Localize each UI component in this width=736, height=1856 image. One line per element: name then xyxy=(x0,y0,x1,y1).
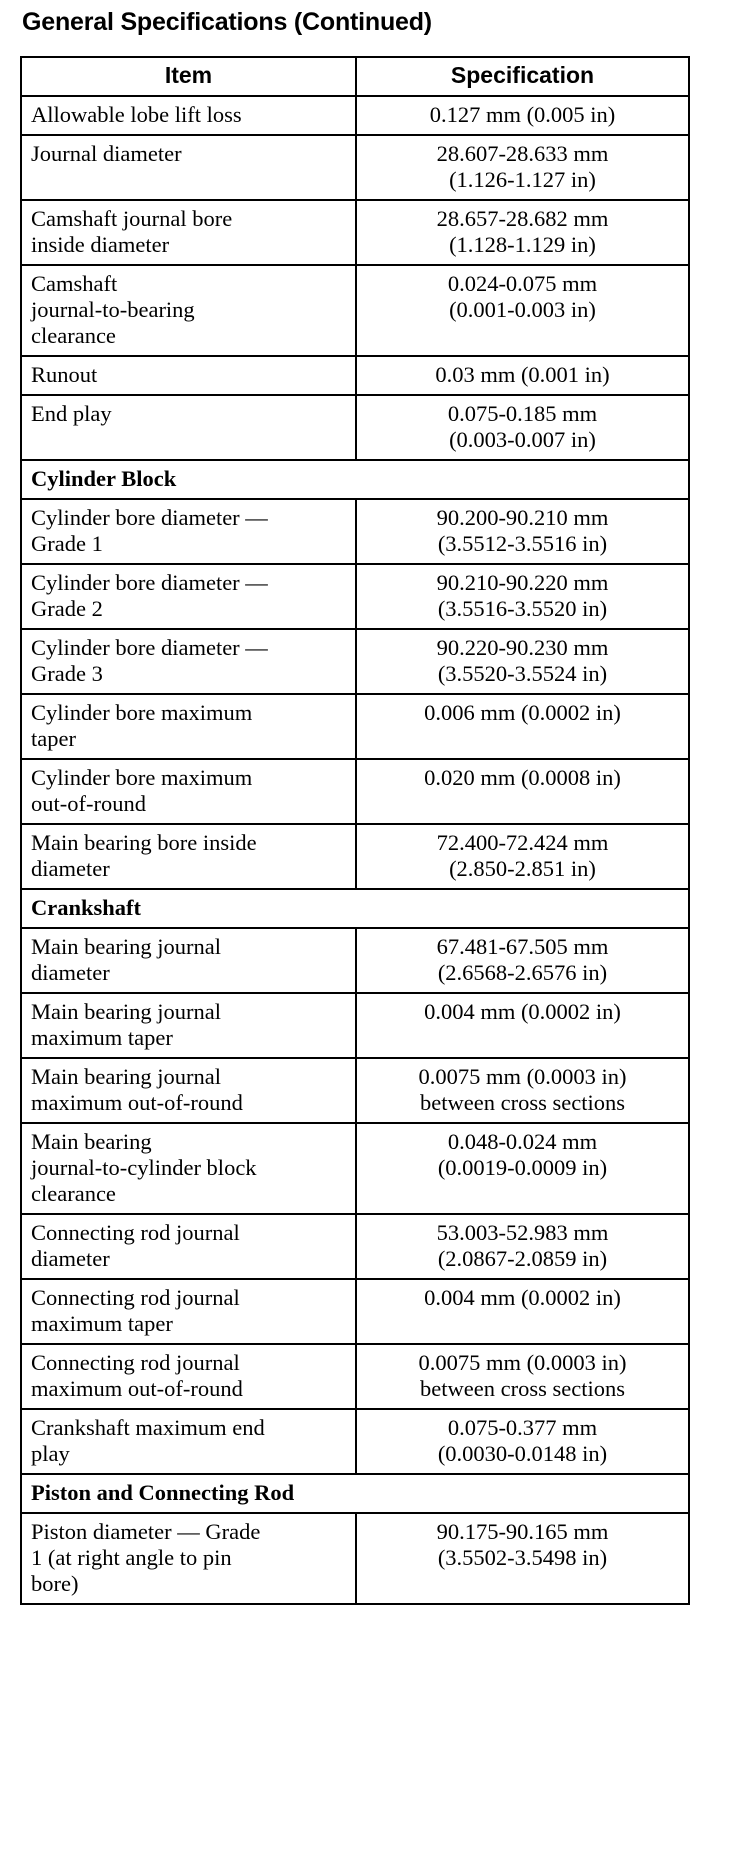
item-cell: Main bearing journal maximum out-of-round xyxy=(21,1058,356,1123)
specification-cell: 90.175-90.165 mm (3.5502-3.5498 in) xyxy=(356,1513,689,1604)
section-header-row xyxy=(21,1474,689,1513)
specification-cell: 0.024-0.075 mm (0.001-0.003 in) xyxy=(356,265,689,356)
table-row xyxy=(21,1214,689,1279)
specification-cell: 0.075-0.185 mm (0.003-0.007 in) xyxy=(356,395,689,460)
specification-cell: 28.607-28.633 mm (1.126-1.127 in) xyxy=(356,135,689,200)
section-header-row xyxy=(21,889,689,928)
table-row xyxy=(21,96,689,135)
item-cell: Cylinder bore maximum out-of-round xyxy=(21,759,356,824)
specification-cell: 67.481-67.505 mm (2.6568-2.6576 in) xyxy=(356,928,689,993)
specification-cell: 90.220-90.230 mm (3.5520-3.5524 in) xyxy=(356,629,689,694)
specification-cell: 0.0075 mm (0.0003 in) between cross sections xyxy=(356,1058,689,1123)
table-row xyxy=(21,694,689,759)
specification-cell: 0.03 mm (0.001 in) xyxy=(356,356,689,395)
item-cell: Crankshaft maximum end play xyxy=(21,1409,356,1474)
section-title: Crankshaft xyxy=(21,889,689,928)
specification-cell: 90.200-90.210 mm (3.5512-3.5516 in) xyxy=(356,499,689,564)
item-cell: Cylinder bore maximum taper xyxy=(21,694,356,759)
item-cell: Connecting rod journal maximum out-of-round xyxy=(21,1344,356,1409)
specification-cell: 90.210-90.220 mm (3.5516-3.5520 in) xyxy=(356,564,689,629)
table-row xyxy=(21,1409,689,1474)
specification-cell: 0.075-0.377 mm (0.0030-0.0148 in) xyxy=(356,1409,689,1474)
item-cell: End play xyxy=(21,395,356,460)
item-cell: Cylinder bore diameter — Grade 2 xyxy=(21,564,356,629)
specification-cell: 0.127 mm (0.005 in) xyxy=(356,96,689,135)
item-cell: Connecting rod journal diameter xyxy=(21,1214,356,1279)
item-cell: Main bearing bore inside diameter xyxy=(21,824,356,889)
item-cell: Main bearing journal maximum taper xyxy=(21,993,356,1058)
item-cell: Journal diameter xyxy=(21,135,356,200)
table-row xyxy=(21,928,689,993)
table-row xyxy=(21,759,689,824)
page-title: General Specifications (Continued) xyxy=(22,8,432,36)
table-row xyxy=(21,1058,689,1123)
item-cell: Connecting rod journal maximum taper xyxy=(21,1279,356,1344)
column-header-item: Item xyxy=(21,57,356,96)
table-row xyxy=(21,265,689,356)
column-header-specification: Specification xyxy=(356,57,689,96)
table-row xyxy=(21,629,689,694)
table-row xyxy=(21,1123,689,1214)
specification-cell: 72.400-72.424 mm (2.850-2.851 in) xyxy=(356,824,689,889)
item-cell: Cylinder bore diameter — Grade 1 xyxy=(21,499,356,564)
table-row xyxy=(21,135,689,200)
specification-cell: 28.657-28.682 mm (1.128-1.129 in) xyxy=(356,200,689,265)
item-cell: Piston diameter — Grade 1 (at right angle to pin bore) xyxy=(21,1513,356,1604)
table-row xyxy=(21,499,689,564)
table-row xyxy=(21,356,689,395)
item-cell: Camshaft journal-to-bearing clearance xyxy=(21,265,356,356)
table-row xyxy=(21,395,689,460)
table-row xyxy=(21,200,689,265)
specification-cell: 53.003-52.983 mm (2.0867-2.0859 in) xyxy=(356,1214,689,1279)
item-cell: Allowable lobe lift loss xyxy=(21,96,356,135)
table-row xyxy=(21,1279,689,1344)
item-cell: Main bearing journal diameter xyxy=(21,928,356,993)
table-row xyxy=(21,993,689,1058)
item-cell: Cylinder bore diameter — Grade 3 xyxy=(21,629,356,694)
table-header-row xyxy=(21,57,689,96)
table-row xyxy=(21,1513,689,1604)
specification-cell: 0.004 mm (0.0002 in) xyxy=(356,1279,689,1344)
item-cell: Runout xyxy=(21,356,356,395)
section-title: Piston and Connecting Rod xyxy=(21,1474,689,1513)
specification-cell: 0.006 mm (0.0002 in) xyxy=(356,694,689,759)
specification-cell: 0.048-0.024 mm (0.0019-0.0009 in) xyxy=(356,1123,689,1214)
section-title: Cylinder Block xyxy=(21,460,689,499)
table-body xyxy=(21,96,689,1604)
table-row xyxy=(21,564,689,629)
specifications-table xyxy=(20,56,690,1605)
table-row xyxy=(21,1344,689,1409)
specification-cell: 0.004 mm (0.0002 in) xyxy=(356,993,689,1058)
item-cell: Camshaft journal bore inside diameter xyxy=(21,200,356,265)
section-header-row xyxy=(21,460,689,499)
specification-cell: 0.020 mm (0.0008 in) xyxy=(356,759,689,824)
specification-cell: 0.0075 mm (0.0003 in) between cross sections xyxy=(356,1344,689,1409)
item-cell: Main bearing journal-to-cylinder block clearance xyxy=(21,1123,356,1214)
table-row xyxy=(21,824,689,889)
